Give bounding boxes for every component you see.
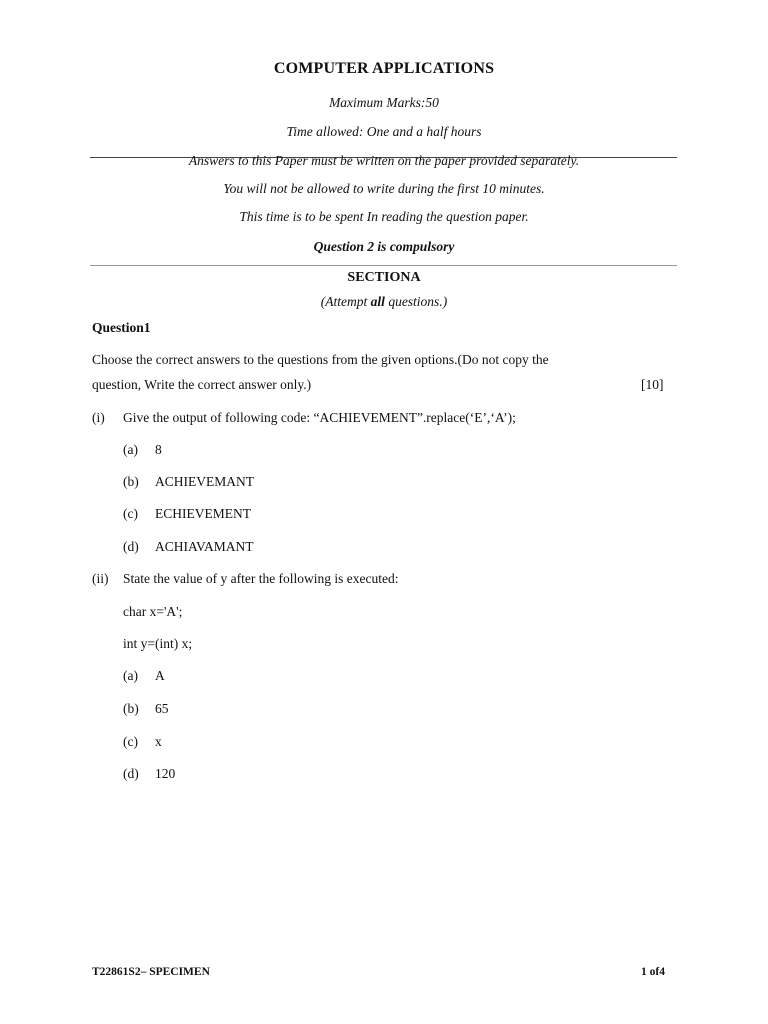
option-label: (a) (123, 668, 138, 683)
option-text: ACHIAVAMANT (155, 539, 254, 554)
code-line-1: char x='A'; (123, 604, 183, 619)
option-label: (c) (123, 734, 138, 749)
time-allowed: Time allowed: One and a half hours (286, 124, 482, 139)
attempt-note (0, 294, 768, 310)
sub-question-ii-text: State the value of y after the following is executed: (123, 571, 399, 586)
option-text: 8 (155, 442, 162, 457)
option-text: 65 (155, 701, 169, 716)
option-text: ECHIEVEMENT (155, 506, 251, 521)
option-text: 120 (155, 766, 176, 781)
compulsory-note: Question 2 is compulsory (313, 239, 455, 254)
sub-question-i-number: (i) (92, 410, 105, 425)
section-title: SECTIONA (347, 270, 421, 285)
question-1-intro-line-1: Choose the correct answers to the questions from the given options.(Do not copy the (92, 352, 549, 367)
option-label: (d) (123, 766, 139, 781)
code-line-2: int y=(int) x; (123, 636, 193, 651)
footer-paper-code: T22861S2– SPECIMEN (92, 966, 210, 978)
option-text: ACHIEVEMANT (155, 474, 254, 489)
question-1-marks: [10] (641, 377, 664, 392)
attempt-all: all (370, 294, 385, 309)
option-label: (b) (123, 701, 139, 716)
sub-question-ii-number: (ii) (92, 571, 109, 586)
paper-title: COMPUTER APPLICATIONS (273, 60, 495, 77)
attempt-prefix: (Attempt (320, 294, 371, 309)
instruction-line-1: Answers to this Paper must be written on the paper provided separately. (188, 153, 580, 168)
option-label: (b) (123, 474, 139, 489)
instruction-line-3: This time is to be spent In reading the question paper. (239, 209, 529, 224)
question-1-heading: Question1 (92, 320, 151, 335)
option-label: (c) (123, 506, 138, 521)
question-1-intro-line-2: question, Write the correct answer only.) (92, 377, 312, 392)
maximum-marks: Maximum Marks:50 (329, 95, 439, 110)
option-text: A (155, 668, 165, 683)
option-text: x (155, 734, 162, 749)
attempt-suffix: questions.) (384, 294, 448, 309)
instruction-line-2: You will not be allowed to write during the first 10 minutes. (223, 181, 545, 196)
section-divider (90, 265, 677, 266)
sub-question-i-text: Give the output of following code: “ACHIEVEMENT”.replace(‘E’,‘A’); (123, 410, 516, 425)
option-label: (a) (123, 442, 138, 457)
footer-page-number: 1 of4 (641, 966, 665, 978)
option-label: (d) (123, 539, 139, 554)
